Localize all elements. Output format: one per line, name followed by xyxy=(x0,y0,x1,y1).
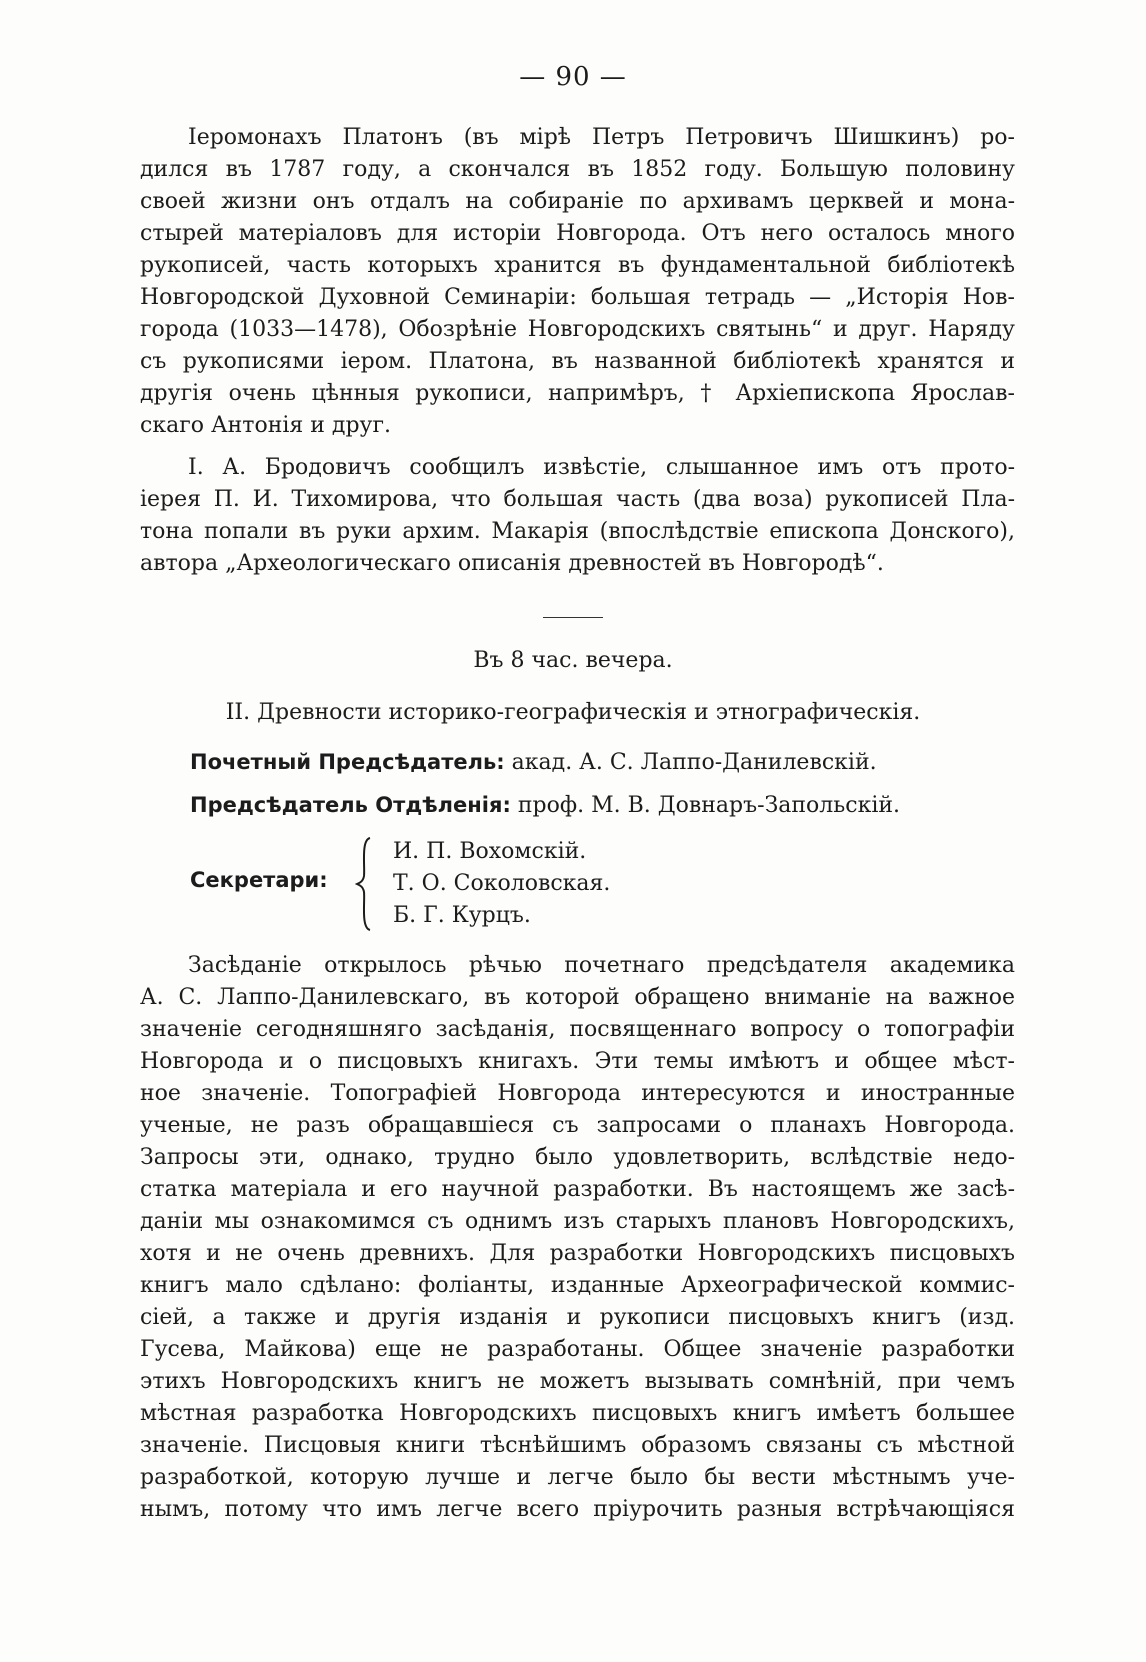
secretaries-label: Секретари: xyxy=(190,868,328,892)
honorary-chair-line xyxy=(190,750,877,775)
text-line: А. С. Лаппо-Данилевскаго, въ которой обращено вниманіе на важное xyxy=(140,985,1015,1010)
text-line: Гусева, Майкова) еще не разработаны. Общее значеніе разработки xyxy=(140,1337,1015,1362)
text-line: рукописей, часть которыхъ хранится въ фундаментальной библіотекѣ xyxy=(140,253,1015,278)
text-line: Іеромонахъ Платонъ (въ мірѣ Петръ Петровичъ Шишкинъ) ро- xyxy=(188,125,1015,150)
text-line: хотя и не очень древнихъ. Для разработки Новгородскихъ писцовыхъ xyxy=(140,1241,1015,1266)
text-line: автора „Археологическаго описанія древностей въ Новгородѣ“. xyxy=(140,551,884,576)
section-chair-line xyxy=(190,793,900,818)
secretaries-list xyxy=(393,836,610,932)
text-line: своей жизни онъ отдалъ на собираніе по архивамъ церквей и мона- xyxy=(140,189,1015,214)
paragraph-session-opening xyxy=(140,950,1015,1526)
text-line: значеніе. Писцовыя книги тѣснѣйшимъ образомъ связаны съ мѣстной xyxy=(140,1433,1015,1458)
text-line: іерея П. И. Тихомирова, что большая часть (два воза) рукописей Пла- xyxy=(140,487,1015,512)
text-line: ное значеніе. Топографіей Новгорода интересуются и иностранные xyxy=(140,1081,1015,1106)
text-line: съ рукописями іером. Платона, въ названной библіотекѣ хранятся и xyxy=(140,349,1015,374)
honorary-chair-value: акад. А. С. Лаппо-Данилевскій. xyxy=(511,750,877,775)
text-line: дился въ 1787 году, а скончался въ 1852 году. Большую половину xyxy=(140,157,1015,182)
text-line: города (1033—1478), Обозрѣніе Новгородскихъ святынь“ и друг. Наряду xyxy=(140,317,1015,342)
text-line: Новгорода и о писцовыхъ книгахъ. Эти темы имѣютъ и общее мѣст- xyxy=(140,1049,1015,1074)
text-line: ученые, не разъ обращавшіеся съ запросами о планахъ Новгорода. xyxy=(140,1113,1015,1138)
text-line: нымъ, потому что имъ легче всего пріурочить разныя встрѣчающіяся xyxy=(140,1497,1015,1522)
text-line: скаго Антонія и друг. xyxy=(140,413,392,438)
text-line: І. А. Бродовичъ сообщилъ извѣстіе, слышанное имъ отъ прото- xyxy=(188,455,1015,480)
session-time: Въ 8 час. вечера. xyxy=(473,648,673,673)
secretary-name: И. П. Вохомскій. xyxy=(393,839,587,864)
text-line: другія очень цѣнныя рукописи, напримѣръ, † Архіепископа Ярослав- xyxy=(140,381,1015,406)
text-line: тона попали въ руки архим. Макарія (впослѣдствіе епископа Донского), xyxy=(140,519,1015,544)
section-chair-label: Предсѣдатель Отдѣленія: xyxy=(190,793,511,817)
secretary-name: Т. О. Соколовская. xyxy=(393,871,611,896)
text-line: статка матеріала и его научной разработки. Въ настоящемъ же засѣ- xyxy=(140,1177,1015,1202)
page-number: — 90 — xyxy=(519,62,627,92)
section-divider xyxy=(543,617,603,618)
text-line: Запросы эти, однако, трудно было удовлетворить, вслѣдствіе недо- xyxy=(140,1145,1015,1170)
text-line: стырей матеріаловъ для исторіи Новгорода. Отъ него осталось много xyxy=(140,221,1015,246)
text-line: Новгородской Духовной Семинаріи: большая тетрадь — „Исторія Нов- xyxy=(140,285,1015,310)
text-line: этихъ Новгородскихъ книгъ не можетъ вызывать сомнѣній, при чемъ xyxy=(140,1369,1015,1394)
paragraph-platon xyxy=(140,122,1015,442)
text-line: разработкой, которую лучше и легче было бы вести мѣстнымъ уче- xyxy=(140,1465,1015,1490)
text-line: значеніе сегодняшняго засѣданія, посвященнаго вопросу о топографіи xyxy=(140,1017,1015,1042)
honorary-chair-label: Почетный Предсѣдатель: xyxy=(190,750,505,774)
text-line: книгъ мало сдѣлано: фоліанты, изданные Археографической коммис- xyxy=(140,1273,1015,1298)
paragraph-brodovich xyxy=(140,452,1015,580)
curly-brace-icon xyxy=(355,836,373,932)
text-line: мѣстная разработка Новгородскихъ писцовыхъ книгъ имѣетъ большее xyxy=(140,1401,1015,1426)
text-line: Засѣданіе открылось рѣчью почетнаго предсѣдателя академика xyxy=(188,953,1015,978)
text-line: даніи мы ознакомимся съ однимъ изъ старыхъ плановъ Новгородскихъ, xyxy=(140,1209,1015,1234)
section-chair-value: проф. М. В. Довнаръ-Запольскій. xyxy=(517,793,901,818)
secretary-name: Б. Г. Курцъ. xyxy=(393,903,531,928)
text-line: сіей, а также и другія изданія и рукописи писцовыхъ книгъ (изд. xyxy=(140,1305,1015,1330)
section-title: II. Древности историко-географическія и этнографическія. xyxy=(225,700,921,725)
